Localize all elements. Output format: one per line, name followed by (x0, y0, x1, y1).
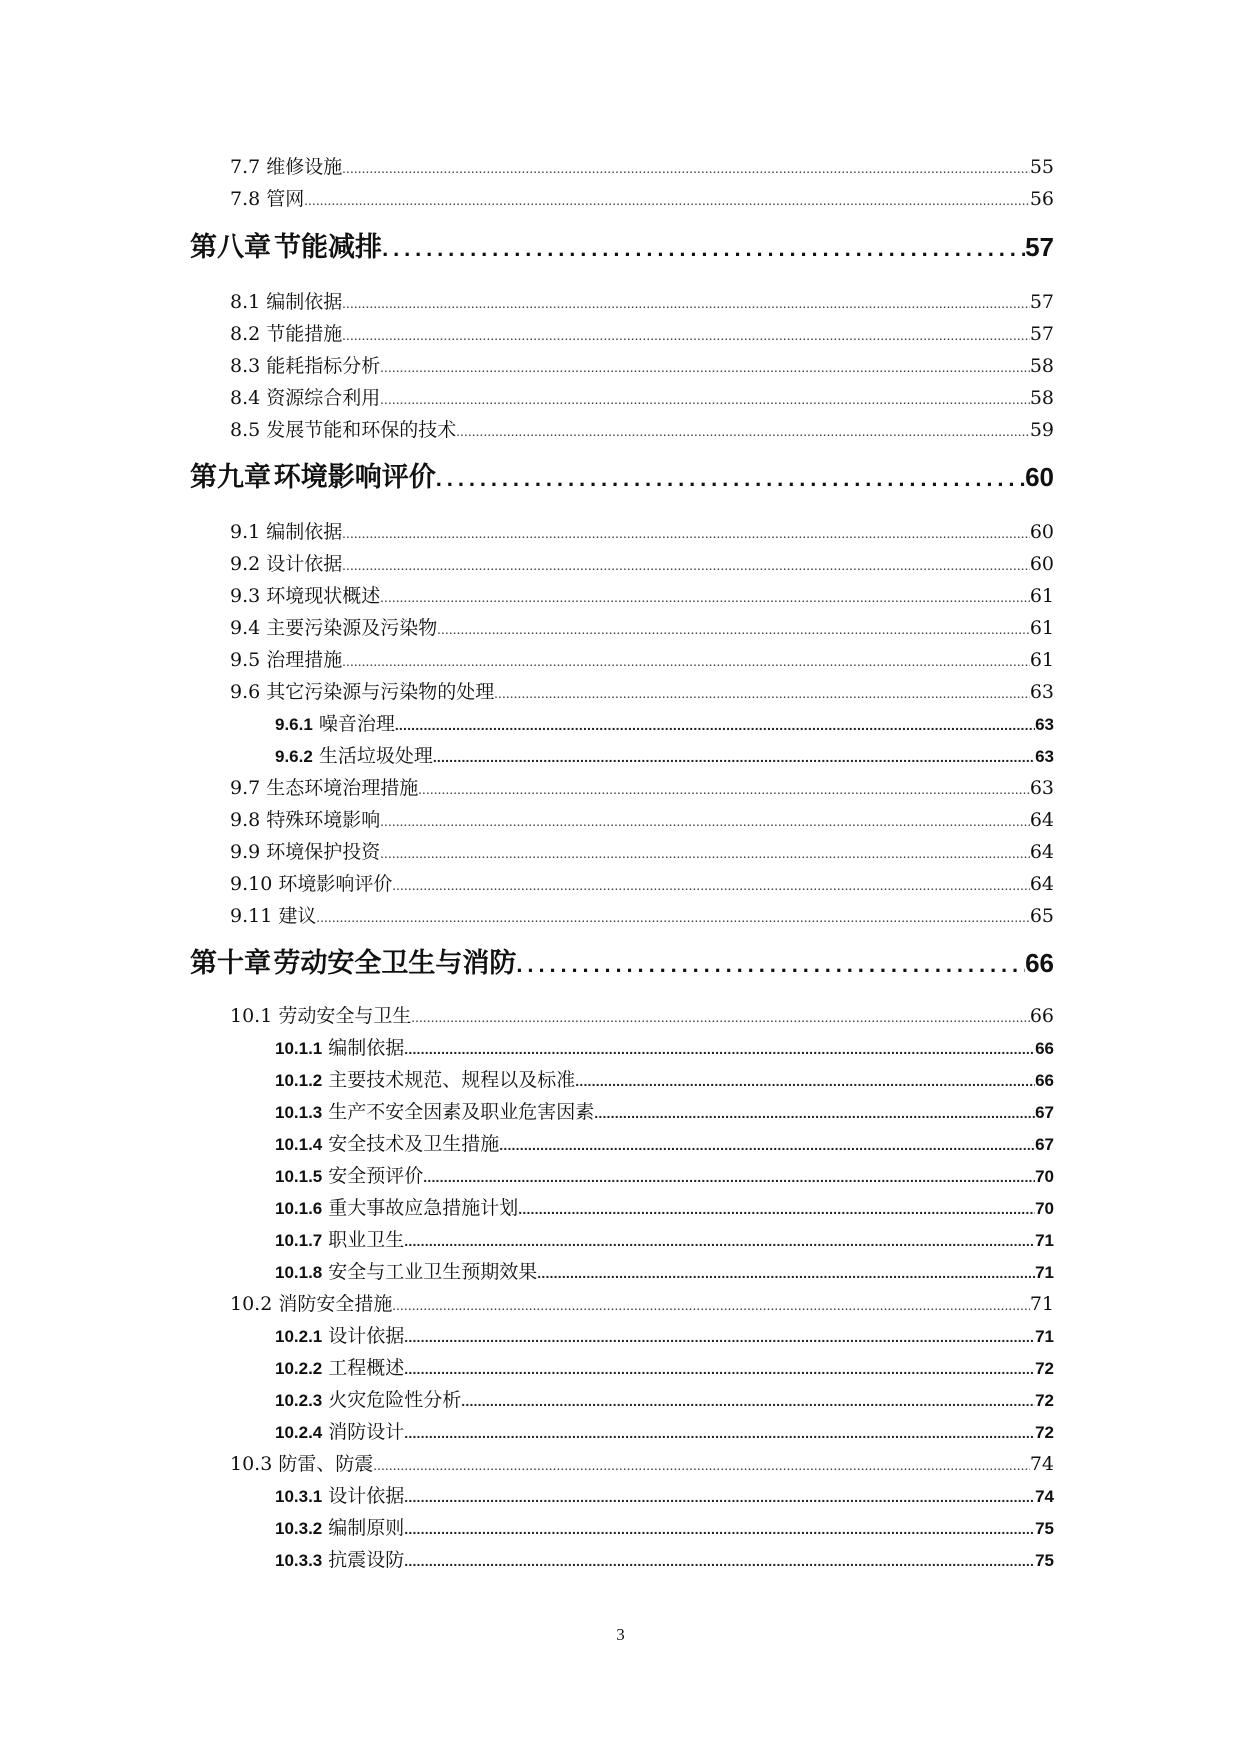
toc-section-entry[interactable] (230, 184, 1054, 212)
toc-entry-title: 9.11 建议 (230, 905, 317, 927)
toc-entry-title: 9.8 特殊环境影响 (230, 809, 381, 831)
toc-page-number: 66 (1035, 1039, 1054, 1058)
toc-page-number: 66 (1035, 1071, 1054, 1090)
toc-subsection-number: 10.1.4 (275, 1135, 323, 1154)
toc-subsection-entry[interactable] (275, 709, 1054, 737)
toc-page-number: 58 (1029, 355, 1054, 377)
toc-entry-title: 编制原则 (328, 1517, 405, 1539)
toc-page-number: 61 (1029, 649, 1054, 671)
toc-entry-title: 9.7 生态环境治理措施 (230, 777, 419, 799)
toc-dot-leader (380, 393, 1030, 409)
toc-entry-title: 安全与工业卫生预期效果 (328, 1261, 538, 1283)
toc-page-number: 74 (1029, 1453, 1054, 1475)
toc-subsection-entry[interactable] (275, 1257, 1054, 1285)
toc-page-number: 60 (1029, 553, 1054, 575)
toc-dot-leader (380, 591, 1030, 607)
toc-page-number: 72 (1035, 1391, 1054, 1410)
toc-dot-leader (404, 1329, 1035, 1345)
toc-dot-leader (373, 1459, 1029, 1475)
toc-page-number: 64 (1029, 873, 1054, 895)
toc-page-number: 64 (1029, 841, 1054, 863)
toc-dot-leader (316, 911, 1029, 927)
toc-dot-leader (433, 749, 1035, 765)
toc-dot-leader (404, 1521, 1035, 1537)
toc-page-number: 72 (1035, 1359, 1054, 1378)
toc-entry-title: 生产不安全因素及职业危害因素 (328, 1101, 595, 1123)
toc-dot-leader (395, 717, 1035, 733)
toc-section-entry[interactable] (230, 1001, 1054, 1029)
toc-dot-leader (382, 236, 1025, 262)
toc-dot-leader (380, 815, 1030, 831)
toc-section-entry[interactable] (230, 677, 1054, 705)
toc-dot-leader (342, 329, 1030, 345)
toc-dot-leader (392, 1299, 1029, 1315)
toc-dot-leader (342, 559, 1030, 575)
toc-subsection-number: 10.1.6 (275, 1199, 323, 1218)
toc-chapter-entry[interactable] (190, 225, 1054, 265)
toc-page-number: 57 (1029, 323, 1054, 345)
toc-entry-title: 重大事故应急措施计划 (328, 1197, 519, 1219)
toc-section-entry[interactable] (230, 1449, 1054, 1477)
toc-subsection-entry[interactable] (275, 1225, 1054, 1253)
toc-page-number: 66 (1025, 948, 1054, 978)
toc-subsection-number: 10.3.3 (275, 1551, 323, 1570)
toc-section-entry[interactable] (230, 319, 1054, 347)
toc-dot-leader (594, 1105, 1035, 1121)
toc-entry-title: 9.2 设计依据 (230, 553, 343, 575)
toc-entry-title: 8.2 节能措施 (230, 323, 343, 345)
toc-entry-title: 生活垃圾处理 (318, 745, 433, 767)
toc-page-number: 59 (1029, 419, 1054, 441)
toc-entry-title: 7.8 管网 (230, 188, 305, 210)
toc-dot-leader (380, 361, 1030, 377)
toc-subsection-number: 10.1.5 (275, 1167, 323, 1186)
toc-dot-leader (404, 1425, 1035, 1441)
toc-section-entry[interactable] (230, 869, 1054, 897)
toc-subsection-number: 10.2.1 (275, 1327, 323, 1346)
toc-entry-title: 9.4 主要污染源及污染物 (230, 617, 438, 639)
toc-section-entry[interactable] (230, 773, 1054, 801)
toc-subsection-number: 9.6.1 (275, 715, 313, 734)
toc-subsection-number: 10.1.7 (275, 1231, 323, 1250)
toc-entry-title: 9.5 治理措施 (230, 649, 343, 671)
toc-section-entry[interactable] (230, 549, 1054, 577)
toc-page-number: 70 (1035, 1199, 1054, 1218)
toc-entry-title: 设计依据 (328, 1485, 405, 1507)
toc-subsection-number: 10.1.1 (275, 1039, 323, 1058)
toc-entry-title: 10.3 防雷、防震 (230, 1453, 374, 1475)
toc-entry-title: 火灾危险性分析 (328, 1389, 462, 1411)
toc-entry-title: 8.4 资源综合利用 (230, 387, 381, 409)
toc-subsection-number: 10.1.8 (275, 1263, 323, 1282)
toc-subsection-number: 10.3.2 (275, 1519, 323, 1538)
toc-entry-title: 编制依据 (328, 1037, 405, 1059)
toc-dot-leader (404, 1489, 1035, 1505)
toc-subsection-number: 10.1.3 (275, 1103, 323, 1122)
toc-section-entry[interactable] (230, 581, 1054, 609)
toc-page-number: 64 (1029, 809, 1054, 831)
toc-dot-leader (404, 1041, 1035, 1057)
toc-subsection-entry[interactable] (275, 1417, 1054, 1445)
toc-page-number: 67 (1035, 1103, 1054, 1122)
toc-subsection-entry[interactable] (275, 1481, 1054, 1509)
toc-dot-leader (423, 1169, 1035, 1185)
toc-page-number: 60 (1029, 521, 1054, 543)
toc-entry-title: 节能减排 (274, 232, 383, 263)
toc-page-number: 63 (1035, 715, 1054, 734)
toc-dot-leader (304, 194, 1030, 210)
toc-entry-title: 10.1 劳动安全与卫生 (230, 1005, 412, 1027)
toc-subsection-number: 10.2.3 (275, 1391, 323, 1410)
toc-dot-leader (342, 655, 1030, 671)
toc-chapter-entry[interactable] (190, 455, 1054, 495)
toc-entry-title: 9.1 编制依据 (230, 521, 343, 543)
toc-subsection-entry[interactable] (275, 1513, 1054, 1541)
toc-subsection-entry[interactable] (275, 1545, 1054, 1573)
toc-entry-title: 安全技术及卫生措施 (328, 1133, 500, 1155)
toc-subsection-entry[interactable] (275, 1321, 1054, 1349)
toc-dot-leader (436, 466, 1025, 492)
toc-section-entry[interactable] (230, 152, 1054, 180)
toc-subsection-entry[interactable] (275, 1129, 1054, 1157)
toc-page-number: 65 (1029, 905, 1054, 927)
toc-entry-title: 8.5 发展节能和环保的技术 (230, 419, 457, 441)
toc-page-number: 67 (1035, 1135, 1054, 1154)
toc-dot-leader (404, 1233, 1035, 1249)
toc-dot-leader (461, 1393, 1035, 1409)
toc-entry-title: 8.3 能耗指标分析 (230, 355, 381, 377)
toc-entry-title: 抗震设防 (328, 1549, 405, 1571)
toc-dot-leader (411, 1011, 1029, 1027)
toc-subsection-entry[interactable] (275, 1385, 1054, 1413)
toc-section-entry[interactable] (230, 837, 1054, 865)
toc-entry-title: 9.3 环境现状概述 (230, 585, 381, 607)
toc-dot-leader (342, 162, 1030, 178)
toc-subsection-number: 10.2.2 (275, 1359, 323, 1378)
toc-section-entry[interactable] (230, 415, 1054, 443)
toc-entry-title: 工程概述 (328, 1357, 405, 1379)
toc-dot-leader (518, 1201, 1035, 1217)
toc-entry-title: 噪音治理 (318, 713, 395, 735)
toc-page-number: 63 (1029, 777, 1054, 799)
toc-page-number: 63 (1029, 681, 1054, 703)
toc-entry-title: 主要技术规范、规程以及标准 (328, 1069, 576, 1091)
toc-chapter-number: 第十章 (190, 948, 271, 979)
toc-section-entry[interactable] (230, 613, 1054, 641)
toc-subsection-number: 10.3.1 (275, 1487, 323, 1506)
toc-page-number: 72 (1035, 1423, 1054, 1442)
toc-dot-leader (437, 623, 1030, 639)
toc-entry-title: 9.6 其它污染源与污染物的处理 (230, 681, 495, 703)
toc-dot-leader (456, 425, 1030, 441)
toc-page-number: 71 (1029, 1293, 1054, 1315)
toc-page-number: 75 (1035, 1519, 1054, 1538)
toc-dot-leader (516, 952, 1025, 978)
toc-entry-title: 10.2 消防安全措施 (230, 1293, 393, 1315)
toc-page-number: 61 (1029, 585, 1054, 607)
toc-page-number: 74 (1035, 1487, 1054, 1506)
toc-page-number: 71 (1035, 1327, 1054, 1346)
toc-entry-title: 设计依据 (328, 1325, 405, 1347)
toc-dot-leader (537, 1265, 1035, 1281)
toc-page-number: 57 (1025, 232, 1054, 262)
toc-page-number: 61 (1029, 617, 1054, 639)
toc-subsection-entry[interactable] (275, 1161, 1054, 1189)
toc-page-number: 56 (1029, 188, 1054, 210)
toc-dot-leader (404, 1361, 1035, 1377)
toc-dot-leader (575, 1073, 1035, 1089)
toc-section-entry[interactable] (230, 901, 1054, 929)
toc-section-entry[interactable] (230, 805, 1054, 833)
toc-dot-leader (342, 297, 1030, 313)
toc-chapter-entry[interactable] (190, 941, 1054, 981)
toc-dot-leader (342, 527, 1030, 543)
toc-section-entry[interactable] (230, 517, 1054, 545)
toc-page-number: 63 (1035, 747, 1054, 766)
toc-page-number: 58 (1029, 387, 1054, 409)
toc-subsection-entry[interactable] (275, 1097, 1054, 1125)
toc-chapter-number: 第八章 (190, 232, 271, 263)
toc-dot-leader (404, 1553, 1035, 1569)
toc-subsection-number: 10.1.2 (275, 1071, 323, 1090)
toc-subsection-entry[interactable] (275, 1033, 1054, 1061)
page-number: 3 (616, 1625, 625, 1644)
toc-section-entry[interactable] (230, 645, 1054, 673)
toc-entry-title: 消防设计 (328, 1421, 405, 1443)
toc-page-number: 55 (1029, 156, 1054, 178)
toc-subsection-entry[interactable] (275, 1353, 1054, 1381)
toc-chapter-number: 第九章 (190, 462, 271, 493)
toc-dot-leader (494, 687, 1030, 703)
toc-entry-title: 9.9 环境保护投资 (230, 841, 381, 863)
toc-subsection-entry[interactable] (275, 1193, 1054, 1221)
toc-section-entry[interactable] (230, 287, 1054, 315)
toc-entry-title: 劳动安全卫生与消防 (273, 948, 517, 979)
toc-entry-title: 安全预评价 (328, 1165, 424, 1187)
toc-dot-leader (418, 783, 1030, 799)
toc-section-entry[interactable] (230, 383, 1054, 411)
toc-entry-title: 8.1 编制依据 (230, 291, 343, 313)
toc-section-entry[interactable] (230, 1289, 1054, 1317)
toc-subsection-number: 10.2.4 (275, 1423, 323, 1442)
toc-page-number: 75 (1035, 1551, 1054, 1570)
toc-entry-title: 环境影响评价 (273, 462, 436, 493)
toc-page-number: 66 (1029, 1005, 1054, 1027)
toc-subsection-entry[interactable] (275, 1065, 1054, 1093)
toc-page-number: 71 (1035, 1263, 1054, 1282)
toc-entry-title: 职业卫生 (328, 1229, 405, 1251)
toc-dot-leader (392, 879, 1029, 895)
toc-entry-title: 9.10 环境影响评价 (230, 873, 393, 895)
toc-dot-leader (380, 847, 1030, 863)
toc-subsection-entry[interactable] (275, 741, 1054, 769)
toc-section-entry[interactable] (230, 351, 1054, 379)
toc-subsection-number: 9.6.2 (275, 747, 313, 766)
toc-dot-leader (499, 1137, 1035, 1153)
toc-entry-title: 7.7 维修设施 (230, 156, 343, 178)
toc-page-number: 70 (1035, 1167, 1054, 1186)
toc-page-number: 71 (1035, 1231, 1054, 1250)
toc-page-number: 57 (1029, 291, 1054, 313)
toc-page-number: 60 (1025, 462, 1054, 492)
